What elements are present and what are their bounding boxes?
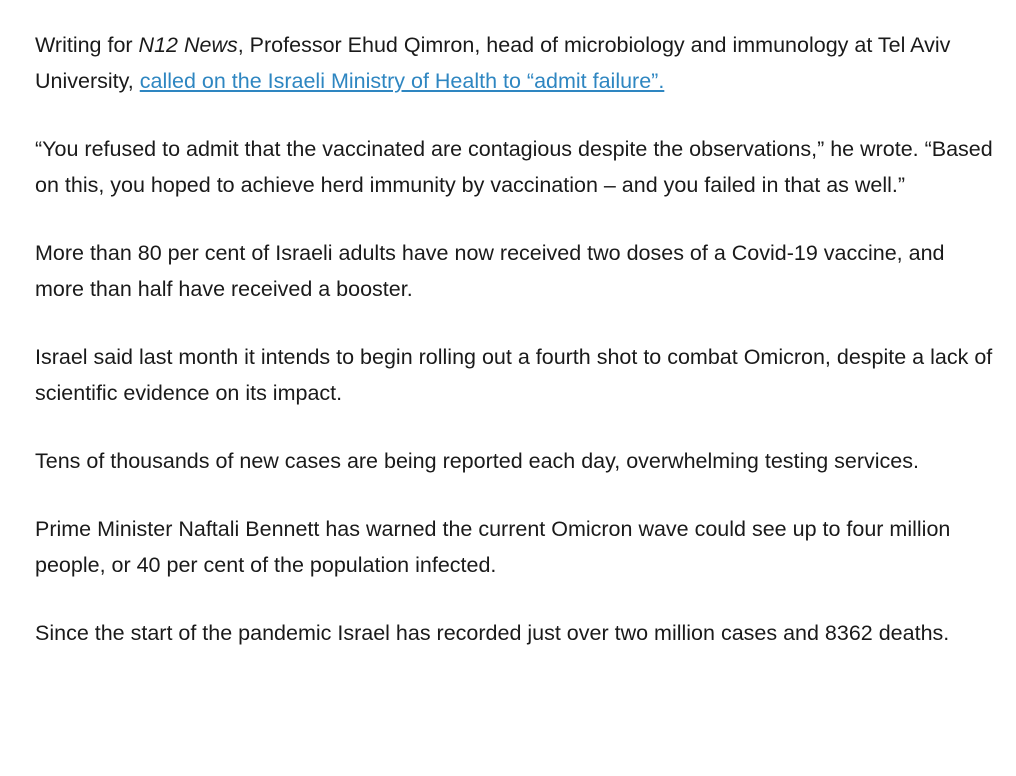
paragraph-mid: , Professor Ehud Qimron, head of microbiology and immunology at Tel Aviv University, [35,33,951,93]
paragraph-vaccination-rate: More than 80 per cent of Israeli adults have now received two doses of a Covid-19 vaccine, and more than half have received a booster. [35,241,945,301]
paragraph-bennett-warning: Prime Minister Naftali Bennett has warned the current Omicron wave could see up to four million people, or 40 per cent of the population infected. [35,517,951,577]
paragraph-qimron [35,27,995,99]
admit-failure-link[interactable]: called on the Israeli Ministry of Health to “admit failure”. [139,69,665,93]
paragraph-new-cases: Tens of thousands of new cases are being reported each day, overwhelming testing services. [35,449,919,473]
paragraph-fourth-shot: Israel said last month it intends to begin rolling out a fourth shot to combat Omicron, despite a lack of scientific evidence on its impact. [35,345,993,405]
publication-name: N12 News [138,33,238,57]
paragraph-intro: Writing for [35,33,139,57]
paragraph-quote: “You refused to admit that the vaccinated are contagious despite the observations,” he wrote. “Based on this, you hoped to achieve herd immunity by vaccination – and you failed in that as well.” [35,137,993,197]
article-body [35,27,995,651]
paragraph-pandemic-totals: Since the start of the pandemic Israel has recorded just over two million cases and 8362 deaths. [35,621,950,645]
